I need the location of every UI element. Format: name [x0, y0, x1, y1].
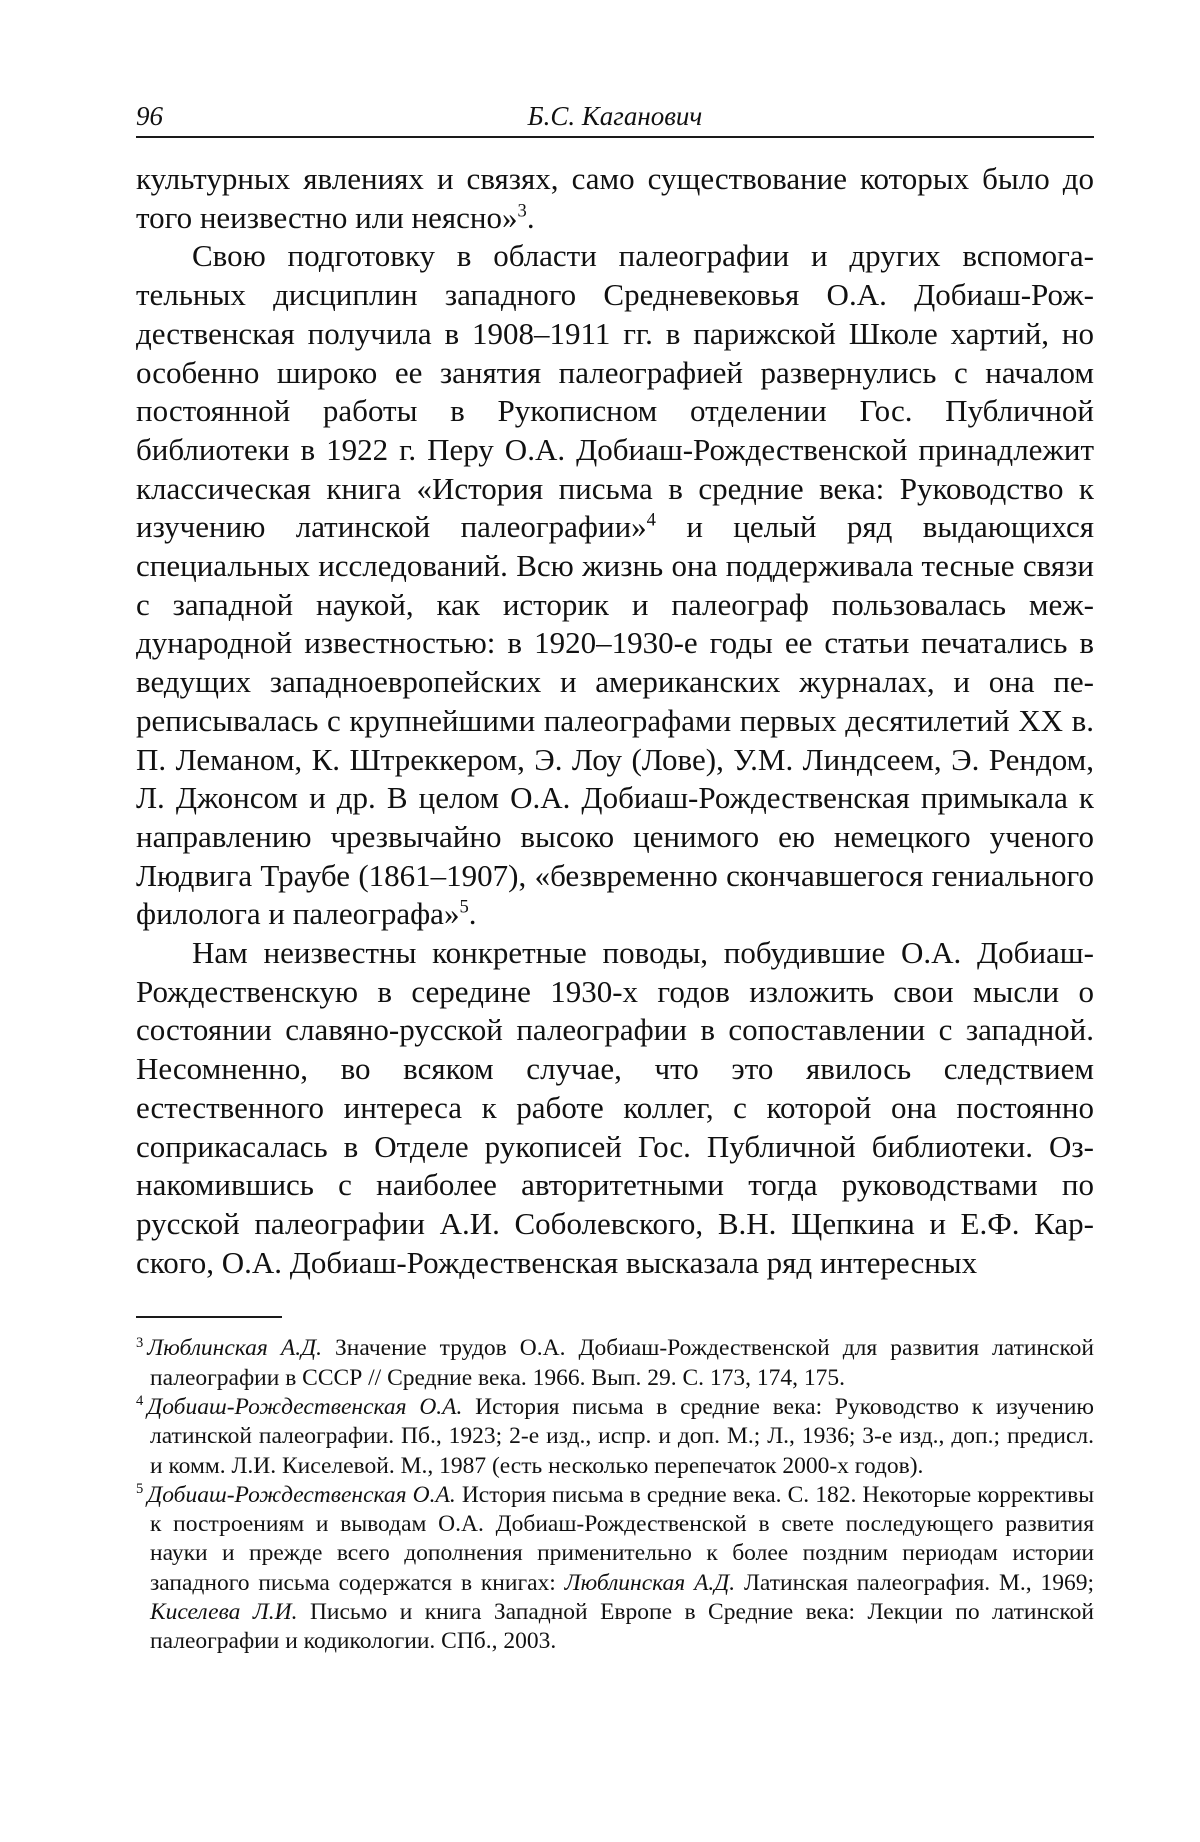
paragraph-2-text-b: и целый ряд выдающихся специальных исследований. Всю жизнь она поддерживала тесные связи с западной наукой, как историк и палеограф пользовалась меж­дународной известностью: в 1920–1930-е годы ее статьи печатались в ведущих западноевропейских и американских журналах, и она пе­реписывалась с крупнейшими палеографами первых десятилетий XX в. П. Леманом, К. Штреккером, Э. Лоу (Лове), У.М. Линдсеем, Э. Рендом, Л. Джонсом и др. В целом О.А. Добиаш-Рождественская примыкала к направлению чрезвычайно высоко ценимого ею немец­кого ученого Людвига Траубе (1861–1907), «безвременно скончав­шегося гениального филолога и палеографа»	[136, 509, 1094, 931]
footnotes	[136, 1334, 1094, 1656]
book-page	[136, 96, 1094, 1657]
main-text	[136, 160, 1094, 1282]
footnote-author: Люблинская А.Д.	[565, 1570, 735, 1596]
footnote-author: Добиаш-Рождественская О.А.	[147, 1394, 462, 1420]
footnote-author: Добиаш-Рождественская О.А.	[147, 1482, 455, 1508]
running-head	[136, 96, 1094, 136]
paragraph-1	[136, 160, 1094, 237]
footnote-author: Киселева Л.И.	[150, 1599, 297, 1625]
footnote-text: Латинская палеография. М., 1969;	[735, 1570, 1094, 1596]
footnote-5	[136, 1481, 1094, 1657]
paragraph-2-text-a: Свою подготовку в области палеографии и других вспомога­тельных дисциплин западного Средневековья О.А. Добиаш-Рож­дественская получила в 1908–1911 гг. в парижской Школе хартий, но особенно широко ее занятия палеографией развернулись с нача­лом постоянной работы в Рукописном отделении Гос. Публичной библиотеки в 1922 г. Перу О.А. Добиаш-Рождественской принадле­жит классическая книга «История письма в средние века: Руковод­ство к изучению латинской палеографии»	[136, 238, 1094, 544]
footnote-text: Письмо и книга Западной Европе в Средние века: Лекции по латинской палеографии и кодикологии. СПб., 2003.	[150, 1599, 1094, 1654]
footnote-ref-5: 5	[459, 897, 468, 918]
footnote-ref-4: 4	[647, 510, 656, 531]
footnote-rule	[136, 1316, 282, 1318]
paragraph-2-end: .	[469, 896, 477, 931]
footnote-text: Значение трудов О.А. Добиаш-Рождественской для развития латинской палеографии в СССР // Средние века. 1966. Вып. 29. С. 173, 174, 175.	[150, 1335, 1094, 1390]
paragraph-2	[136, 237, 1094, 934]
footnote-author: Люблинская А.Д.	[147, 1335, 322, 1361]
footnote-number: 3	[136, 1335, 143, 1351]
footnote-4	[136, 1393, 1094, 1481]
paragraph-3	[136, 934, 1094, 1282]
running-title: Б.С. Каганович	[136, 96, 1094, 136]
footnote-text: История письма в средние века: Руководство к изучению латинской палеографии. Пб., 1923; 2-е изд., испр. и доп. М.; Л., 1936; 3-е изд., доп.; предисл. и комм. Л.И. Киселевой. М., 1987 (есть несколько перепечаток 2000-х годов).	[150, 1394, 1094, 1479]
paragraph-1-text: культурных явлениях и связях, само существование которых было до того неизвестно или неясно»	[136, 161, 1094, 235]
page-number: 96	[136, 96, 163, 136]
footnote-ref-3: 3	[518, 200, 527, 221]
paragraph-1-end: .	[527, 200, 535, 235]
footnote-3	[136, 1334, 1094, 1393]
header-rule	[136, 136, 1094, 138]
footnote-number: 4	[136, 1393, 143, 1409]
footnote-text: История письма в средние века. С. 182. Неко­торые коррективы к построениям и выводам О.А. Добиаш-Рождественской в свете последующего развития науки и прежде всего дополнения примени­тельно к более поздним периодам истории западного письма содержатся в кни­гах:	[150, 1482, 1094, 1596]
footnote-number: 5	[136, 1481, 143, 1497]
paragraph-3-text: Нам неизвестны конкретные поводы, побудившие О.А. Доби­аш-Рождественскую в середине 1930-х годов изложить свои мыс­ли о состоянии славяно-русской палеографии в сопоставлении с за­падной. Несомненно, во всяком случае, что это явилось следствием естественного интереса к работе коллег, с которой она постоянно соприкасалась в Отделе рукописей Гос. Публичной библиотеки. Оз­накомившись с наиболее авторитетными тогда руководствами по русской палеографии А.И. Соболевского, В.Н. Щепкина и Е.Ф. Кар­ского, О.А. Добиаш-Рождественская высказала ряд интересных	[136, 935, 1094, 1280]
